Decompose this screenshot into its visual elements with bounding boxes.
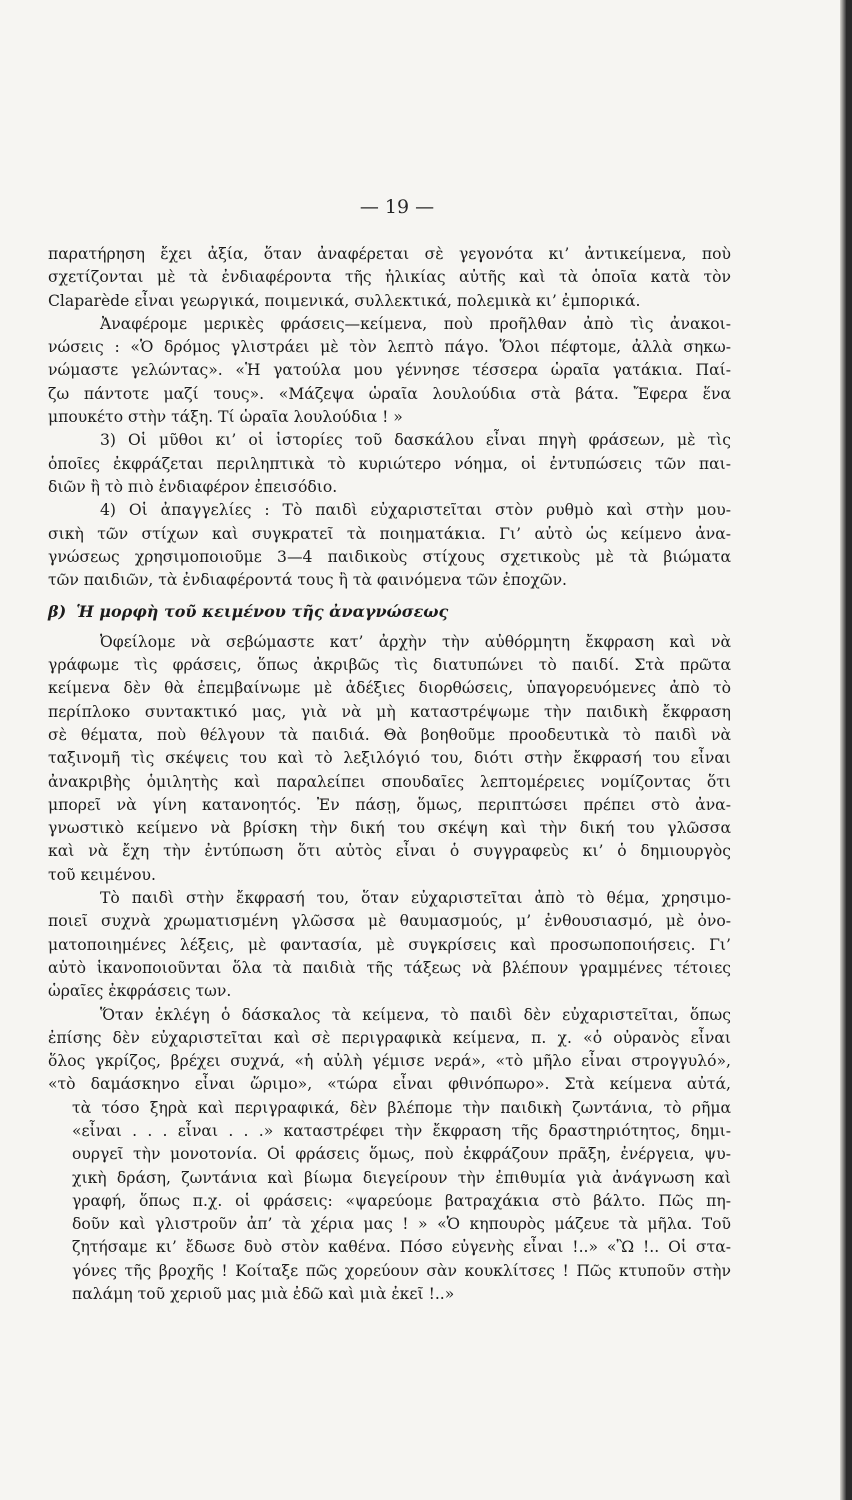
text-line: ἀνακριβὴς ὁμιλητὴς καὶ παραλείπει σπουδαῖες λεπτομέρειες νομίζοντας ὅτι [48,772,731,791]
text-line: αὐτὸ ἱκανοποιοῦνται ὅλα τὰ παιδιὰ τῆς τάξεως νὰ βλέπουν γραμμένες τέτοιες [48,958,731,977]
text-line: ὡραῖες ἐκφράσεις των. [48,982,232,1001]
text-line: ζω πάντοτε μαζί τους». «Μάζεψα ὡραῖα λουλούδια στὰ βάτα. Ἔφερα ἕνα [48,384,731,403]
text-line: δοῦν καὶ γλιστροῦν ἀπ’ τὰ χέρια μας ! » «Ὁ κηπουρὸς μάζευε τὰ μῆλα. Τοῦ [72,1215,731,1234]
text-line: τῶν παιδιῶν, τὰ ἐνδιαφέροντά τους ἢ τὰ φαινόμενα τῶν ἐποχῶν. [48,571,568,590]
text-line: «τὸ δαμάσκηνο εἶναι ὥριμο», «τώρα εἶναι φθινόπωρο». Στὰ κείμενα αὐτά, [48,1075,731,1094]
text-line: νώσεις : «Ὁ δρόμος γλιστράει μὲ τὸν λεπτὸ πάγο. Ὅλοι πέφτομε, ἀλλὰ σηκω- [48,338,731,357]
text-line: τὰ τόσο ξηρὰ καὶ περιγραφικά, δὲν βλέπομε τὴν παιδικὴ ζωντάνια, τὸ ρῆμα [72,1098,731,1117]
text-line: σὲ θέματα, ποὺ θέλγουν τὰ παιδιά. Θὰ βοηθοῦμε προοδευτικὰ τὸ παιδὶ νὰ [48,725,731,744]
text-line: Ἀναφέρομε μερικὲς φράσεις—κείμενα, ποὺ προῆλθαν ἀπὸ τὶς ἀνακοι- [100,314,731,333]
text-line: περίπλοκο συντακτικό μας, γιὰ νὰ μὴ καταστρέψωμε τὴν παιδικὴ ἔκφραση [48,702,731,721]
text-line: σικὴ τῶν στίχων καὶ συγκρατεῖ τὰ ποιηματάκια. Γι’ αὐτὸ ὡς κείμενο ἀνα- [48,524,731,543]
text-line: χικὴ δράση, ζωντάνια καὶ βίωμα διεγείρουν τὴν ἐπιθυμία γιὰ ἀνάγνωση καὶ [72,1168,731,1187]
text-line: γόνες τῆς βροχῆς ! Κοίταξε πῶς χορεύουν σὰν κουκλίτσες ! Πῶς κτυποῦν στὴν [72,1261,731,1280]
text-line: μπορεῖ νὰ γίνη κατανοητός. Ἐν πάσῃ, ὅμως, περιπτώσει πρέπει στὸ ἀνα- [48,795,731,814]
text-line: τοῦ κειμένου. [48,865,156,884]
text-line: παλάμη τοῦ χεριοῦ μας μιὰ ἐδῶ καὶ μιὰ ἐκεῖ !..» [72,1285,455,1304]
text-line: νώμαστε γελώντας». «Ἡ γατούλα μου γέννησε τέσσερα ὡραῖα γατάκια. Παί- [48,361,731,380]
text-line: γνωστικὸ κείμενο νὰ βρίσκη τὴν δική του σκέψη καὶ τὴν δική του γλῶσσα [48,819,731,838]
text-line: σχετίζονται μὲ τὰ ἐνδιαφέροντα τῆς ἡλικίας αὐτῆς καὶ τὰ ὁποῖα κατὰ τὸν [48,268,731,287]
page-number: — 19 — [359,196,435,218]
text-line: μπουκέτο στὴν τάξη. Τί ὡραῖα λουλούδια ! » [48,408,403,427]
text-line: ὅλος γκρίζος, βρέχει συχνά, «ἡ αὐλὴ γέμισε νερά», «τὸ μῆλο εἶναι στρογγυλό», [48,1052,731,1071]
page-body [48,243,731,1306]
text-line: Ὀφείλομε νὰ σεβώμαστε κατ’ ἀρχὴν τὴν αὐθόρμητη ἔκφραση καὶ νὰ [100,632,731,651]
text-line: κείμενα δὲν θὰ ἐπεμβαίνωμε μὲ ἀδέξιες διορθώσεις, ὑπαγορευόμενες ἀπὸ τὸ [48,679,731,698]
text-line: ουργεῖ τὴν μονοτονία. Οἱ φράσεις ὅμως, ποὺ ἐκφράζουν πρᾶξη, ἐνέργεια, ψυ- [72,1145,731,1164]
text-line: Ὅταν ἐκλέγη ὁ δάσκαλος τὰ κείμενα, τὸ παιδὶ δὲν εὐχαριστεῖται, ὅπως [100,1005,731,1024]
text-line: ἐπίσης δὲν εὐχαριστεῖται καὶ σὲ περιγραφικὰ κείμενα, π. χ. «ὁ οὐρανὸς εἶναι [48,1028,731,1047]
section-heading [48,600,731,623]
section-part-1 [48,243,731,592]
text-line: καὶ νὰ ἔχη τὴν ἐντύπωση ὅτι αὐτὸς εἶναι ὁ συγγραφεὺς κι’ ὁ δημιουργὸς [48,842,731,861]
text-line: ταξινομῆ τὶς σκέψεις του καὶ τὸ λεξιλόγιό του, διότι στὴν ἔκφρασή του εἶναι [48,749,731,768]
text-line: Τὸ παιδὶ στὴν ἔκφρασή του, ὅταν εὐχαριστεῖται ἀπὸ τὸ θέμα, χρησιμο- [100,889,731,908]
text-line: 4) Οἱ ἀπαγγελίες : Τὸ παιδὶ εὐχαριστεῖται στὸν ρυθμὸ καὶ στὴν μου- [100,501,731,520]
section-heading-number: β) [48,602,67,622]
text-line: γνώσεως χρησιμοποιοῦμε 3—4 παιδικοὺς στίχους σχετικοὺς μὲ τὰ βιώματα [48,547,731,566]
text-line: ζητήσαμε κι’ ἔδωσε δυὸ στὸν καθένα. Πόσο εὐγενὴς εἶναι !..» «Ὢ !.. Οἱ στα- [72,1238,731,1257]
text-line: Claparède εἶναι γεωργικά, ποιμενικά, συλλεκτικά, πολεμικὰ κι’ ἐμπορικά. [48,291,641,310]
text-line: παρατήρηση ἔχει ἀξία, ὅταν ἀναφέρεται σὲ γεγονότα κι’ ἀντικείμενα, ποὺ [48,245,731,263]
text-line: ποιεῖ συχνὰ χρωματισμένη γλῶσσα μὲ θαυμασμούς, μ’ ἐνθουσιασμό, μὲ ὀνο- [48,912,731,931]
text-line: γραφή, ὅπως π.χ. οἱ φράσεις: «ψαρεύομε βατραχάκια στὸ βάλτο. Πῶς πη- [72,1191,731,1210]
text-line: ὁποῖες ἐκφράζεται περιληπτικὰ τὸ κυριώτερο νόημα, οἱ ἐντυπώσεις τῶν παι- [48,454,731,473]
text-line: γράφωμε τὶς φράσεις, ὅπως ἀκριβῶς τὶς διατυπώνει τὸ παιδί. Στὰ πρῶτα [48,656,731,675]
section-heading-title: Ἡ μορφὴ τοῦ κειμένου τῆς ἀναγνώσεως [76,602,449,622]
text-line: ματοποιημένες λέξεις, μὲ φαντασία, μὲ συγκρίσεις καὶ προσωποποιήσεις. Γι’ [48,935,731,954]
text-line: «εἶναι . . . εἶναι . . .» καταστρέφει τὴν ἔκφραση τῆς δραστηριότητος, δημι- [72,1121,731,1140]
text-line: 3) Οἱ μῦθοι κι’ οἱ ἱστορίες τοῦ δασκάλου εἶναι πηγὴ φράσεων, μὲ τὶς [100,431,731,450]
section-part-2 [48,631,731,1307]
page-edge-shadow [840,0,846,1500]
text-line: διῶν ἢ τὸ πιὸ ἐνδιαφέρον ἐπεισόδιο. [48,477,338,496]
